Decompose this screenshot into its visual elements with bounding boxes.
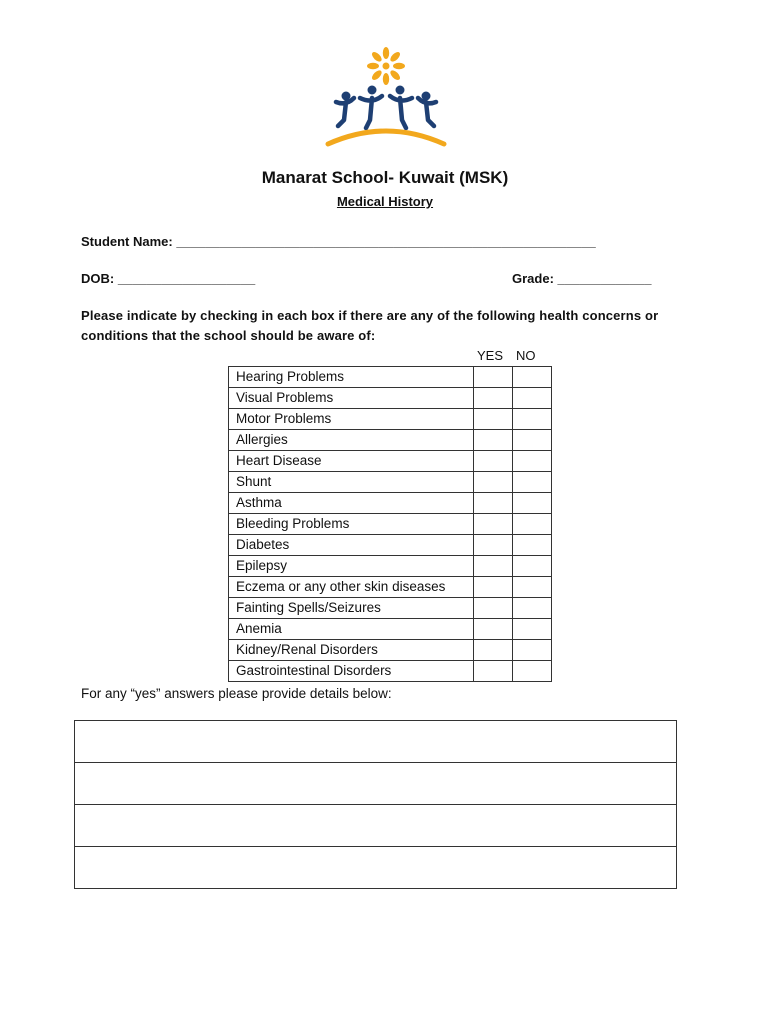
- yes-checkbox[interactable]: [474, 661, 513, 682]
- condition-label: Shunt: [229, 472, 474, 493]
- page-subtitle: Medical History: [336, 194, 434, 209]
- condition-row: [229, 430, 552, 451]
- condition-row: [229, 577, 552, 598]
- condition-label: Anemia: [229, 619, 474, 640]
- student-name-field[interactable]: Student Name: __________________________________________________________: [81, 234, 596, 249]
- no-checkbox[interactable]: [513, 514, 552, 535]
- condition-label: Bleeding Problems: [229, 514, 474, 535]
- yes-checkbox[interactable]: [474, 598, 513, 619]
- condition-label: Hearing Problems: [229, 367, 474, 388]
- condition-label: Asthma: [229, 493, 474, 514]
- condition-row: [229, 535, 552, 556]
- dob-field[interactable]: DOB: ___________________: [81, 271, 256, 286]
- details-line[interactable]: [75, 721, 677, 763]
- condition-label: Allergies: [229, 430, 474, 451]
- no-checkbox[interactable]: [513, 577, 552, 598]
- no-checkbox[interactable]: [513, 598, 552, 619]
- no-checkbox[interactable]: [513, 472, 552, 493]
- condition-label: Epilepsy: [229, 556, 474, 577]
- sun-flower-icon: [367, 47, 405, 85]
- condition-row: [229, 640, 552, 661]
- yes-checkbox[interactable]: [474, 619, 513, 640]
- school-logo: [322, 40, 450, 152]
- condition-row: [229, 598, 552, 619]
- no-checkbox[interactable]: [513, 367, 552, 388]
- condition-row: [229, 661, 552, 682]
- arc-swoosh: [328, 131, 444, 144]
- yes-checkbox[interactable]: [474, 430, 513, 451]
- no-checkbox[interactable]: [513, 388, 552, 409]
- yes-checkbox[interactable]: [474, 493, 513, 514]
- details-row: [75, 721, 677, 763]
- details-table: [74, 720, 677, 889]
- yes-checkbox[interactable]: [474, 388, 513, 409]
- yes-checkbox[interactable]: [474, 409, 513, 430]
- details-prompt: For any “yes” answers please provide details below:: [81, 686, 392, 701]
- no-checkbox[interactable]: [513, 640, 552, 661]
- details-row: [75, 763, 677, 805]
- yes-checkbox[interactable]: [474, 514, 513, 535]
- details-line[interactable]: [75, 763, 677, 805]
- no-checkbox[interactable]: [513, 409, 552, 430]
- condition-row: [229, 409, 552, 430]
- no-checkbox[interactable]: [513, 535, 552, 556]
- yes-checkbox[interactable]: [474, 535, 513, 556]
- no-checkbox[interactable]: [513, 430, 552, 451]
- condition-row: [229, 493, 552, 514]
- yes-checkbox[interactable]: [474, 367, 513, 388]
- no-column-header: NO: [516, 348, 536, 363]
- yes-checkbox[interactable]: [474, 556, 513, 577]
- yes-checkbox[interactable]: [474, 640, 513, 661]
- condition-label: Diabetes: [229, 535, 474, 556]
- condition-row: [229, 367, 552, 388]
- grade-field[interactable]: Grade: _____________: [512, 271, 652, 286]
- condition-label: Heart Disease: [229, 451, 474, 472]
- details-row: [75, 805, 677, 847]
- condition-label: Motor Problems: [229, 409, 474, 430]
- yes-column-header: YES: [477, 348, 504, 363]
- no-checkbox[interactable]: [513, 556, 552, 577]
- no-checkbox[interactable]: [513, 661, 552, 682]
- people-figures-icon: [336, 86, 436, 129]
- condition-label: Eczema or any other skin diseases: [229, 577, 474, 598]
- instructions-text: Please indicate by checking in each box if there are any of the following health concerns or conditions that the school should be aware of:: [81, 308, 659, 343]
- conditions-table: [228, 366, 552, 682]
- yes-checkbox[interactable]: [474, 577, 513, 598]
- no-checkbox[interactable]: [513, 451, 552, 472]
- condition-row: [229, 556, 552, 577]
- condition-row: [229, 472, 552, 493]
- page-title: Manarat School- Kuwait (MSK): [261, 168, 509, 187]
- details-line[interactable]: [75, 805, 677, 847]
- condition-row: [229, 514, 552, 535]
- condition-label: Visual Problems: [229, 388, 474, 409]
- condition-row: [229, 619, 552, 640]
- no-checkbox[interactable]: [513, 493, 552, 514]
- details-line[interactable]: [75, 847, 677, 889]
- condition-label: Kidney/Renal Disorders: [229, 640, 474, 661]
- condition-row: [229, 451, 552, 472]
- condition-label: Fainting Spells/Seizures: [229, 598, 474, 619]
- condition-label: Gastrointestinal Disorders: [229, 661, 474, 682]
- yes-checkbox[interactable]: [474, 472, 513, 493]
- details-row: [75, 847, 677, 889]
- condition-row: [229, 388, 552, 409]
- yes-checkbox[interactable]: [474, 451, 513, 472]
- no-checkbox[interactable]: [513, 619, 552, 640]
